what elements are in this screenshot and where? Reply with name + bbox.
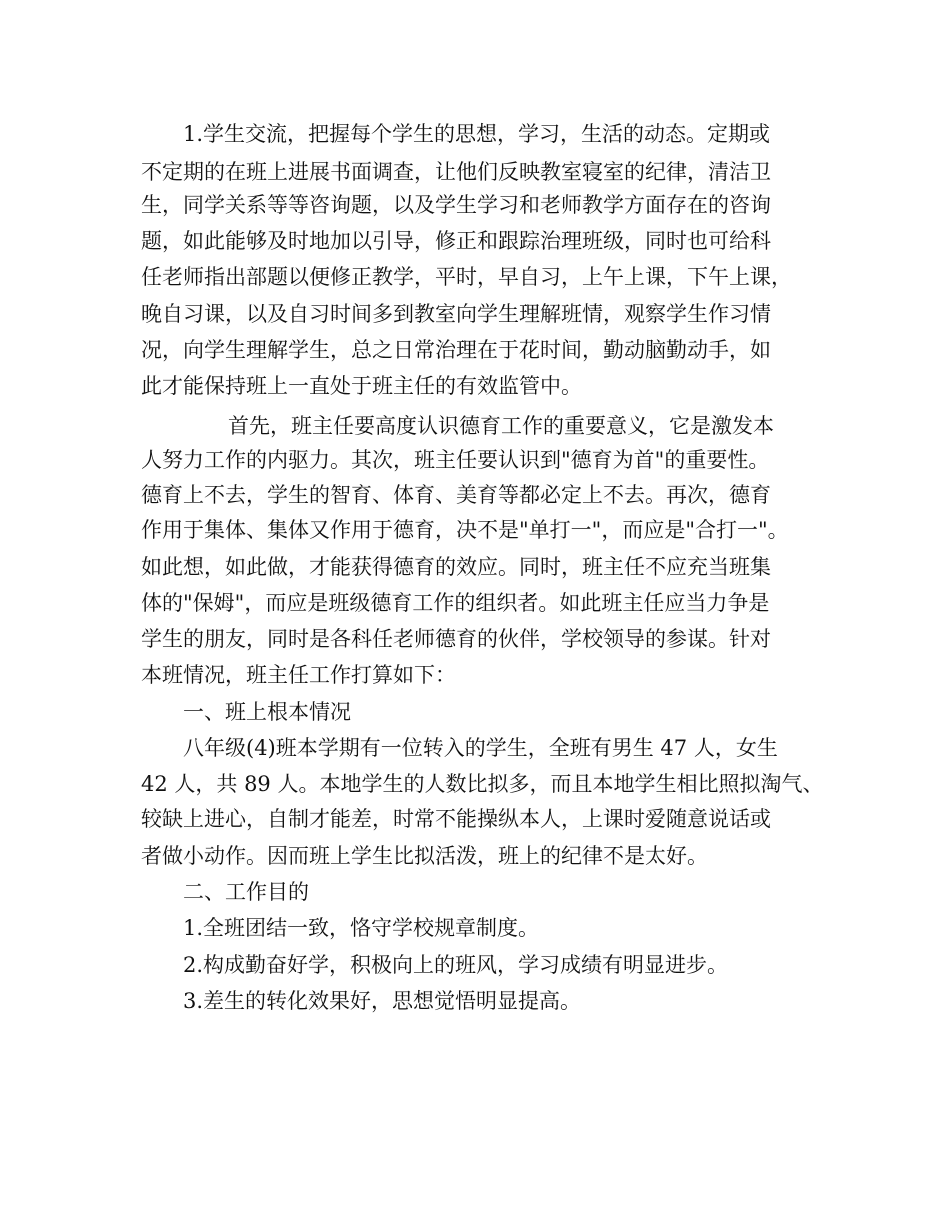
text-line: 学生的朋友，同时是各科任老师德育的伙伴，学校领导的参谋。针对: [141, 627, 771, 651]
list-item: 1.全班团结一致，恪守学校规章制度。: [183, 916, 540, 940]
text-line: 如此想，如此做，才能获得德育的效应。同时，班主任不应充当班集: [141, 555, 771, 579]
section-heading: 一、班上根本情况: [183, 700, 351, 724]
text-line: 作用于集体、集体又作用于德育，决不是"单打一"，而应是"合打一"。: [141, 518, 789, 542]
text-line: 此才能保持班上一直处于班主任的有效监管中。: [141, 374, 582, 398]
text-line: 者做小动作。因而班上学生比拟活泼，班上的纪律不是太好。: [141, 844, 708, 868]
text-line: 况，向学生理解学生，总之日常治理在于花时间，勤动脑勤动手，如: [141, 338, 771, 362]
text-line: 体的"保姆"，而应是班级德育工作的组织者。如此班主任应当力争是: [141, 591, 770, 615]
list-item: 2.构成勤奋好学，积极向上的班风，学习成绩有明显进步。: [183, 953, 729, 977]
text-line: 42 人，共 89 人。本地学生的人数比拟多，而且本地学生相比照拟淘气、: [141, 772, 824, 796]
text-line: 首先，班主任要高度认识德育工作的重要意义，它是激发本: [228, 414, 774, 438]
text-line: 人努力工作的内驱力。其次，班主任要认识到"德育为首"的重要性。: [141, 448, 770, 472]
text-line: 八年级(4)班本学期有一位转入的学生，全班有男生 47 人，女生: [183, 736, 778, 760]
list-item: 3.差生的转化效果好，思想觉悟明显提高。: [183, 989, 582, 1013]
text-line: 不定期的在班上进展书面调查，让他们反映教室寝室的纪律，清洁卫: [141, 160, 771, 184]
section-heading: 二、工作目的: [183, 880, 309, 904]
text-line: 任老师指出部题以便修正教学，平时，早自习，上午上课，下午上课，: [141, 265, 792, 289]
text-line: 本班情况，班主任工作打算如下：: [141, 663, 456, 687]
text-line: 晚自习课，以及自习时间多到教室向学生理解班情，观察学生作习情: [141, 302, 771, 326]
text-line: 题，如此能够及时地加以引导，修正和跟踪治理班级，同时也可给科: [141, 229, 771, 253]
text-line: 生，同学关系等等咨询题，以及学生学习和老师教学方面存在的咨询: [141, 193, 771, 217]
text-line: 较缺上进心，自制才能差，时常不能操纵本人，上课时爱随意说话或: [141, 807, 771, 831]
text-line: 德育上不去，学生的智育、体育、美育等都必定上不去。再次，德育: [141, 483, 771, 507]
text-line: 1.学生交流，把握每个学生的思想，学习，生活的动态。定期或: [183, 122, 771, 146]
